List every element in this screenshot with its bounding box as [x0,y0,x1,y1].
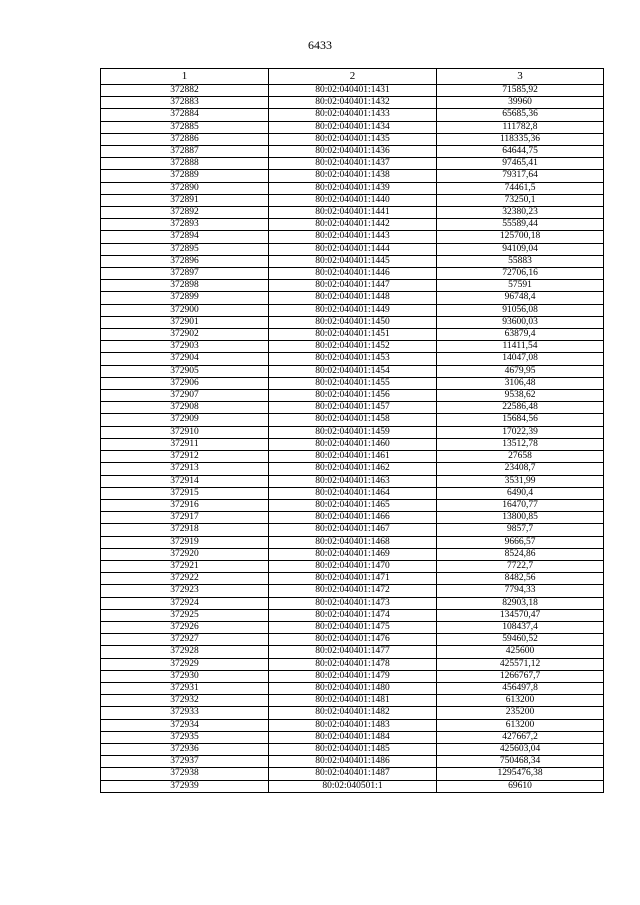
row-number-cell: 372918 [101,524,269,536]
value-cell: 39960 [437,97,604,109]
cadastral-number-cell: 80:02:040401:1478 [269,658,437,670]
row-number-cell: 372909 [101,414,269,426]
table-row [101,512,604,524]
cadastral-number-cell: 80:02:040401:1447 [269,280,437,292]
row-number-cell: 372896 [101,255,269,267]
row-number-cell: 372898 [101,280,269,292]
column-header-1: 1 [101,69,269,85]
row-number-cell: 372928 [101,646,269,658]
cadastral-number-cell: 80:02:040401:1479 [269,670,437,682]
cadastral-number-cell: 80:02:040401:1452 [269,341,437,353]
row-number-cell: 372939 [101,780,269,792]
table-row [101,365,604,377]
value-cell: 7794,33 [437,585,604,597]
value-cell: 74461,5 [437,182,604,194]
value-cell: 22586,48 [437,402,604,414]
cadastral-number-cell: 80:02:040401:1440 [269,194,437,206]
row-number-cell: 372901 [101,316,269,328]
row-number-cell: 372937 [101,756,269,768]
cadastral-number-cell: 80:02:040401:1481 [269,695,437,707]
row-number-cell: 372907 [101,390,269,402]
row-number-cell: 372932 [101,695,269,707]
table-row [101,634,604,646]
row-number-cell: 372933 [101,707,269,719]
table-row [101,207,604,219]
cadastral-number-cell: 80:02:040401:1486 [269,756,437,768]
table-row [101,85,604,97]
value-cell: 23408,7 [437,463,604,475]
cadastral-number-cell: 80:02:040401:1438 [269,170,437,182]
row-number-cell: 372900 [101,304,269,316]
value-cell: 64644,75 [437,146,604,158]
row-number-cell: 372930 [101,670,269,682]
value-cell: 65685,36 [437,109,604,121]
row-number-cell: 372924 [101,597,269,609]
value-cell: 13800,85 [437,512,604,524]
cadastral-number-cell: 80:02:040401:1450 [269,316,437,328]
value-cell: 750468,34 [437,756,604,768]
cadastral-number-cell: 80:02:040401:1442 [269,219,437,231]
row-number-cell: 372893 [101,219,269,231]
column-header-2: 2 [269,69,437,85]
table-row [101,377,604,389]
cadastral-number-cell: 80:02:040401:1465 [269,499,437,511]
table-row [101,402,604,414]
table-row [101,353,604,365]
table-row [101,268,604,280]
table-row [101,682,604,694]
cadastral-number-cell: 80:02:040401:1441 [269,207,437,219]
cadastral-number-cell: 80:02:040401:1435 [269,133,437,145]
table-row [101,597,604,609]
value-cell: 6490,4 [437,487,604,499]
table-row [101,329,604,341]
cadastral-number-cell: 80:02:040401:1487 [269,768,437,780]
cadastral-number-cell: 80:02:040401:1463 [269,475,437,487]
value-cell: 613200 [437,719,604,731]
row-number-cell: 372931 [101,682,269,694]
cadastral-number-cell: 80:02:040401:1432 [269,97,437,109]
row-number-cell: 372892 [101,207,269,219]
table-row [101,438,604,450]
value-cell: 93600,03 [437,316,604,328]
value-cell: 108437,4 [437,621,604,633]
value-cell: 425603,04 [437,743,604,755]
row-number-cell: 372885 [101,121,269,133]
table-row [101,560,604,572]
row-number-cell: 372936 [101,743,269,755]
table-row [101,707,604,719]
table-row [101,548,604,560]
value-cell: 16470,77 [437,499,604,511]
table-row [101,499,604,511]
row-number-cell: 372912 [101,451,269,463]
cadastral-number-cell: 80:02:040401:1483 [269,719,437,731]
cadastral-number-cell: 80:02:040401:1454 [269,365,437,377]
table-row [101,670,604,682]
value-cell: 111782,8 [437,121,604,133]
cadastral-number-cell: 80:02:040401:1446 [269,268,437,280]
cadastral-number-cell: 80:02:040401:1466 [269,512,437,524]
value-cell: 57591 [437,280,604,292]
cadastral-number-cell: 80:02:040401:1469 [269,548,437,560]
table-row [101,304,604,316]
cadastral-number-cell: 80:02:040401:1460 [269,438,437,450]
table-row [101,487,604,499]
cadastral-number-cell: 80:02:040401:1455 [269,377,437,389]
table-row [101,146,604,158]
table-row [101,182,604,194]
value-cell: 72706,16 [437,268,604,280]
row-number-cell: 372927 [101,634,269,646]
row-number-cell: 372894 [101,231,269,243]
table-row [101,341,604,353]
row-number-cell: 372911 [101,438,269,450]
table-row [101,243,604,255]
cadastral-number-cell: 80:02:040501:1 [269,780,437,792]
cadastral-number-cell: 80:02:040401:1434 [269,121,437,133]
value-cell: 59460,52 [437,634,604,646]
row-number-cell: 372890 [101,182,269,194]
value-cell: 425571,12 [437,658,604,670]
cadastral-number-cell: 80:02:040401:1437 [269,158,437,170]
value-cell: 7722,7 [437,560,604,572]
value-cell: 425600 [437,646,604,658]
table-row [101,524,604,536]
table-row [101,219,604,231]
table-row [101,695,604,707]
table-row [101,316,604,328]
row-number-cell: 372917 [101,512,269,524]
row-number-cell: 372882 [101,85,269,97]
value-cell: 235200 [437,707,604,719]
table-row [101,426,604,438]
row-number-cell: 372906 [101,377,269,389]
cadastral-number-cell: 80:02:040401:1444 [269,243,437,255]
table-row [101,621,604,633]
cadastral-number-cell: 80:02:040401:1461 [269,451,437,463]
value-cell: 27658 [437,451,604,463]
row-number-cell: 372887 [101,146,269,158]
table-row [101,719,604,731]
table-row [101,109,604,121]
table-row [101,585,604,597]
cadastral-number-cell: 80:02:040401:1439 [269,182,437,194]
table-row [101,231,604,243]
value-cell: 8524,86 [437,548,604,560]
table-row [101,756,604,768]
table-row [101,646,604,658]
value-cell: 8482,56 [437,573,604,585]
row-number-cell: 372919 [101,536,269,548]
table-row [101,743,604,755]
table-row [101,609,604,621]
row-number-cell: 372883 [101,97,269,109]
row-number-cell: 372897 [101,268,269,280]
cadastral-number-cell: 80:02:040401:1436 [269,146,437,158]
cadastral-number-cell: 80:02:040401:1431 [269,85,437,97]
value-cell: 71585,92 [437,85,604,97]
value-cell: 82903,18 [437,597,604,609]
value-cell: 32380,23 [437,207,604,219]
row-number-cell: 372905 [101,365,269,377]
value-cell: 97465,41 [437,158,604,170]
row-number-cell: 372888 [101,158,269,170]
row-number-cell: 372904 [101,353,269,365]
row-number-cell: 372935 [101,731,269,743]
cadastral-number-cell: 80:02:040401:1459 [269,426,437,438]
row-number-cell: 372910 [101,426,269,438]
value-cell: 1266767,7 [437,670,604,682]
header-row [101,69,604,85]
value-cell: 55883 [437,255,604,267]
row-number-cell: 372929 [101,658,269,670]
table-row [101,255,604,267]
cadastral-number-cell: 80:02:040401:1473 [269,597,437,609]
cadastral-number-cell: 80:02:040401:1467 [269,524,437,536]
cadastral-number-cell: 80:02:040401:1482 [269,707,437,719]
value-cell: 3531,99 [437,475,604,487]
cadastral-number-cell: 80:02:040401:1472 [269,585,437,597]
row-number-cell: 372913 [101,463,269,475]
cadastral-number-cell: 80:02:040401:1462 [269,463,437,475]
row-number-cell: 372934 [101,719,269,731]
table-row [101,780,604,792]
value-cell: 9666,57 [437,536,604,548]
cadastral-number-cell: 80:02:040401:1456 [269,390,437,402]
cadastral-number-cell: 80:02:040401:1443 [269,231,437,243]
cadastral-number-cell: 80:02:040401:1448 [269,292,437,304]
value-cell: 55589,44 [437,219,604,231]
row-number-cell: 372903 [101,341,269,353]
value-cell: 9538,62 [437,390,604,402]
row-number-cell: 372915 [101,487,269,499]
table-row [101,170,604,182]
value-cell: 427667,2 [437,731,604,743]
row-number-cell: 372921 [101,560,269,572]
value-cell: 134570,47 [437,609,604,621]
row-number-cell: 372884 [101,109,269,121]
table-row [101,658,604,670]
row-number-cell: 372923 [101,585,269,597]
table-row [101,414,604,426]
cadastral-number-cell: 80:02:040401:1457 [269,402,437,414]
value-cell: 9857,7 [437,524,604,536]
cadastral-number-cell: 80:02:040401:1458 [269,414,437,426]
value-cell: 4679,95 [437,365,604,377]
column-header-3: 3 [437,69,604,85]
table-row [101,97,604,109]
value-cell: 94109,04 [437,243,604,255]
table-row [101,390,604,402]
cadastral-number-cell: 80:02:040401:1451 [269,329,437,341]
row-number-cell: 372926 [101,621,269,633]
row-number-cell: 372938 [101,768,269,780]
table-row [101,451,604,463]
value-cell: 14047,08 [437,353,604,365]
value-cell: 125700,18 [437,231,604,243]
value-cell: 91056,08 [437,304,604,316]
table-row [101,158,604,170]
page-number: 6433 [308,38,332,52]
row-number-cell: 372889 [101,170,269,182]
cadastral-number-cell: 80:02:040401:1485 [269,743,437,755]
value-cell: 456497,8 [437,682,604,694]
table-row [101,280,604,292]
row-number-cell: 372902 [101,329,269,341]
cadastral-number-cell: 80:02:040401:1470 [269,560,437,572]
data-table [100,68,604,793]
value-cell: 11411,54 [437,341,604,353]
value-cell: 79317,64 [437,170,604,182]
cadastral-number-cell: 80:02:040401:1468 [269,536,437,548]
row-number-cell: 372886 [101,133,269,145]
row-number-cell: 372925 [101,609,269,621]
value-cell: 1295476,38 [437,768,604,780]
table-row [101,194,604,206]
value-cell: 118335,36 [437,133,604,145]
table-row [101,475,604,487]
table-row [101,536,604,548]
table-row [101,121,604,133]
value-cell: 3106,48 [437,377,604,389]
cadastral-number-cell: 80:02:040401:1453 [269,353,437,365]
value-cell: 69610 [437,780,604,792]
value-cell: 15684,56 [437,414,604,426]
cadastral-number-cell: 80:02:040401:1476 [269,634,437,646]
table-row [101,768,604,780]
row-number-cell: 372916 [101,499,269,511]
value-cell: 73250,1 [437,194,604,206]
value-cell: 613200 [437,695,604,707]
cadastral-number-cell: 80:02:040401:1433 [269,109,437,121]
table-body [101,85,604,793]
table-row [101,463,604,475]
cadastral-number-cell: 80:02:040401:1477 [269,646,437,658]
cadastral-number-cell: 80:02:040401:1471 [269,573,437,585]
table-row [101,573,604,585]
row-number-cell: 372908 [101,402,269,414]
cadastral-number-cell: 80:02:040401:1474 [269,609,437,621]
value-cell: 63879,4 [437,329,604,341]
table-row [101,133,604,145]
row-number-cell: 372895 [101,243,269,255]
cadastral-number-cell: 80:02:040401:1475 [269,621,437,633]
row-number-cell: 372899 [101,292,269,304]
cadastral-number-cell: 80:02:040401:1480 [269,682,437,694]
row-number-cell: 372891 [101,194,269,206]
table-row [101,731,604,743]
row-number-cell: 372914 [101,475,269,487]
cadastral-number-cell: 80:02:040401:1484 [269,731,437,743]
row-number-cell: 372922 [101,573,269,585]
cadastral-number-cell: 80:02:040401:1445 [269,255,437,267]
cadastral-number-cell: 80:02:040401:1449 [269,304,437,316]
cadastral-number-cell: 80:02:040401:1464 [269,487,437,499]
row-number-cell: 372920 [101,548,269,560]
table-row [101,292,604,304]
value-cell: 17022,39 [437,426,604,438]
value-cell: 13512,78 [437,438,604,450]
value-cell: 96748,4 [437,292,604,304]
